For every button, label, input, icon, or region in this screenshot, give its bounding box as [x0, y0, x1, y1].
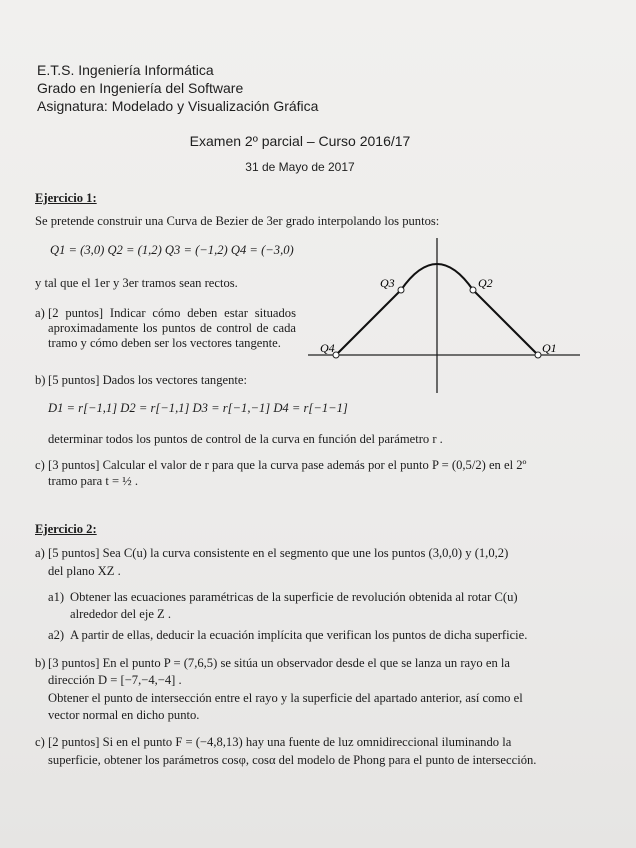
- ex2-c-text-2: superficie, obtener los parámetros cosφ, cosα del modelo de Phong para el punto de intersección.: [48, 753, 537, 767]
- ex2-a1-text: Obtener las ecuaciones paramétricas de la superficie de revolución obtenida al rotar C(u): [70, 590, 518, 604]
- ex2-a-text: [5 puntos] Sea C(u) la curva consistente en el segmento que une los puntos (3,0,0) y (1,0,2): [48, 546, 509, 560]
- exercise-1-title: Ejercicio 1:: [35, 191, 97, 205]
- ex1-b-label: b): [35, 373, 46, 387]
- ex2-a2-label: a2): [48, 628, 65, 642]
- ex1-c-text-2: tramo para t = ½ .: [48, 474, 138, 488]
- ex1-b-text-2: determinar todos los puntos de control de la curva en función del parámetro r .: [48, 432, 443, 446]
- bezier-figure: [300, 238, 590, 398]
- school-name: E.T.S. Ingeniería Informática: [37, 62, 214, 78]
- ex2-b-label: b): [35, 656, 46, 670]
- ex1-a-text: [2 puntos] Indicar cómo deben estar situados aproximadamente los puntos de control de cada tramo y cómo deben ser los vectores tangente.: [48, 306, 296, 350]
- ex1-b-text: [5 puntos] Dados los vectores tangente:: [48, 373, 248, 387]
- exercise-1-condition: y tal que el 1er y 3er tramos sean rectos.: [35, 276, 238, 290]
- ex2-a1-label: a1): [48, 590, 65, 604]
- ex2-c-label: c): [35, 735, 45, 749]
- subject-name: Asignatura: Modelado y Visualización Gráfica: [37, 98, 319, 114]
- ex2-c-text: [2 puntos] Si en el punto F = (−4,8,13) hay una fuente de luz omnidireccional iluminando la: [48, 735, 512, 749]
- point-q2: [470, 287, 476, 293]
- ex2-b-text-2: dirección D = [−7,−4,−4] .: [48, 673, 182, 687]
- label-q3: Q3: [380, 276, 395, 290]
- exercise-2-title: Ejercicio 2:: [35, 522, 97, 536]
- point-q1: [535, 352, 541, 358]
- degree-name: Grado en Ingeniería del Software: [37, 80, 244, 96]
- interpolation-points: Q1 = (3,0) Q2 = (1,2) Q3 = (−1,2) Q4 = (−3,0): [50, 243, 294, 257]
- ex1-c-text: [3 puntos] Calcular el valor de r para que la curva pase además por el punto P = (0,5/2) en el 2º: [48, 458, 527, 472]
- ex1-c-label: c): [35, 458, 45, 472]
- label-q4: Q4: [320, 341, 335, 355]
- tangent-vectors: D1 = r[−1,1] D2 = r[−1,1] D3 = r[−1,−1] D4 = r[−1−1]: [48, 401, 348, 415]
- ex1-a-label: a): [35, 306, 45, 320]
- ex2-a-label: a): [35, 546, 45, 560]
- exercise-1-intro: Se pretende construir una Curva de Bezier de 3er grado interpolando los puntos:: [35, 214, 440, 228]
- ex2-a-text-2: del plano XZ .: [48, 564, 121, 578]
- ex2-a1-text-2: alrededor del eje Z .: [70, 607, 172, 621]
- label-q1: Q1: [542, 341, 557, 355]
- ex2-b-text-4: vector normal en dicho punto.: [48, 708, 200, 722]
- ex2-b-text-3: Obtener el punto de intersección entre el rayo y la superficie del apartado anterior, así como el: [48, 691, 523, 705]
- ex2-a2-text: A partir de ellas, deducir la ecuación implícita que verifican los puntos de dicha superficie.: [70, 628, 528, 642]
- exam-date: 31 de Mayo de 2017: [245, 160, 355, 174]
- label-q2: Q2: [478, 276, 493, 290]
- ex2-b-text: [3 puntos] En el punto P = (7,6,5) se sitúa un observador desde el que se lanza un rayo en la: [48, 656, 510, 670]
- point-q3: [398, 287, 404, 293]
- exam-title: Examen 2º parcial – Curso 2016/17: [189, 133, 411, 149]
